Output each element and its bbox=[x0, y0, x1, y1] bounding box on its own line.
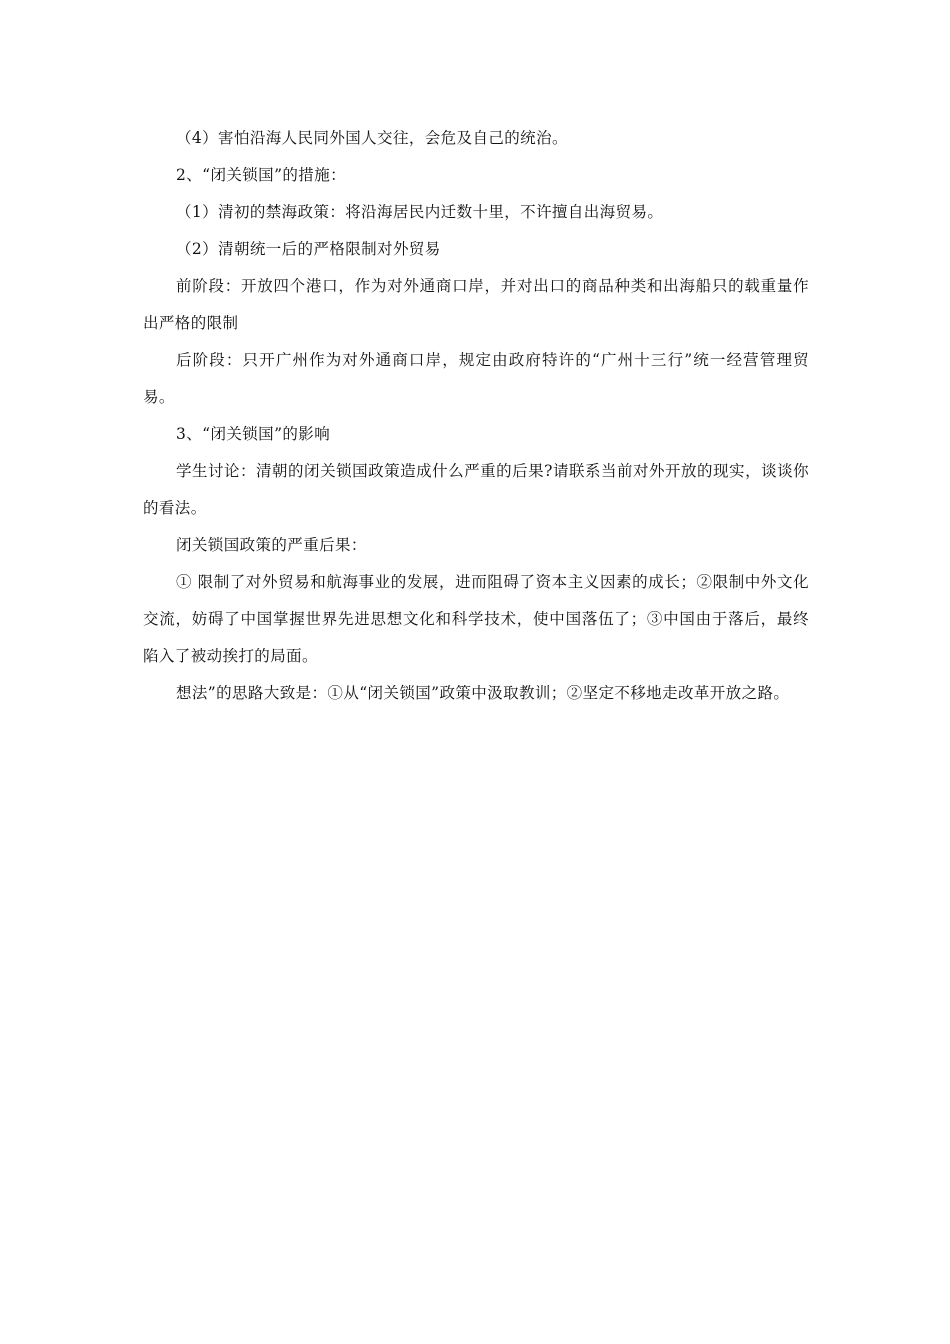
paragraph-measure-1: （1）清初的禁海政策：将沿海居民内迁数十里，不许擅自出海贸易。 bbox=[176, 203, 664, 221]
paragraph-thinking: 想法”的思路大致是：①从“闭关锁国”政策中汲取教训；②坚定不移地走改革开放之路。 bbox=[176, 684, 790, 702]
paragraph-reason-4: （4）害怕沿海人民同外国人交往，会危及自己的统治。 bbox=[176, 129, 568, 147]
document-body bbox=[143, 120, 809, 712]
paragraph-consequences-heading: 闭关锁国政策的严重后果： bbox=[176, 536, 367, 554]
paragraph-measure-2: （2）清朝统一后的严格限制对外贸易 bbox=[176, 240, 441, 258]
paragraph-late-stage: 后阶段：只开广州作为对外通商口岸，规定由政府特许的“广州十三行”统一经营管理贸易。 bbox=[143, 351, 809, 406]
paragraph-consequences-list: ① 限制了对外贸易和航海事业的发展，进而阻碍了资本主义因素的成长；②限制中外文化交流，妨碍了中国掌握世界先进思想文化和科学技术，使中国落伍了；③中国由于落后，最终陷入了被动挨打的局面。 bbox=[143, 573, 809, 665]
paragraph-early-stage: 前阶段：开放四个港口，作为对外通商口岸，并对出口的商品种类和出海船只的载重量作出严格的限制 bbox=[143, 277, 809, 332]
paragraph-student-discussion: 学生讨论：清朝的闭关锁国政策造成什么严重的后果?请联系当前对外开放的现实，谈谈你的看法。 bbox=[143, 462, 809, 517]
heading-measures: 2、“闭关锁国”的措施： bbox=[176, 166, 347, 184]
heading-impact: 3、“闭关锁国”的影响 bbox=[176, 425, 331, 443]
